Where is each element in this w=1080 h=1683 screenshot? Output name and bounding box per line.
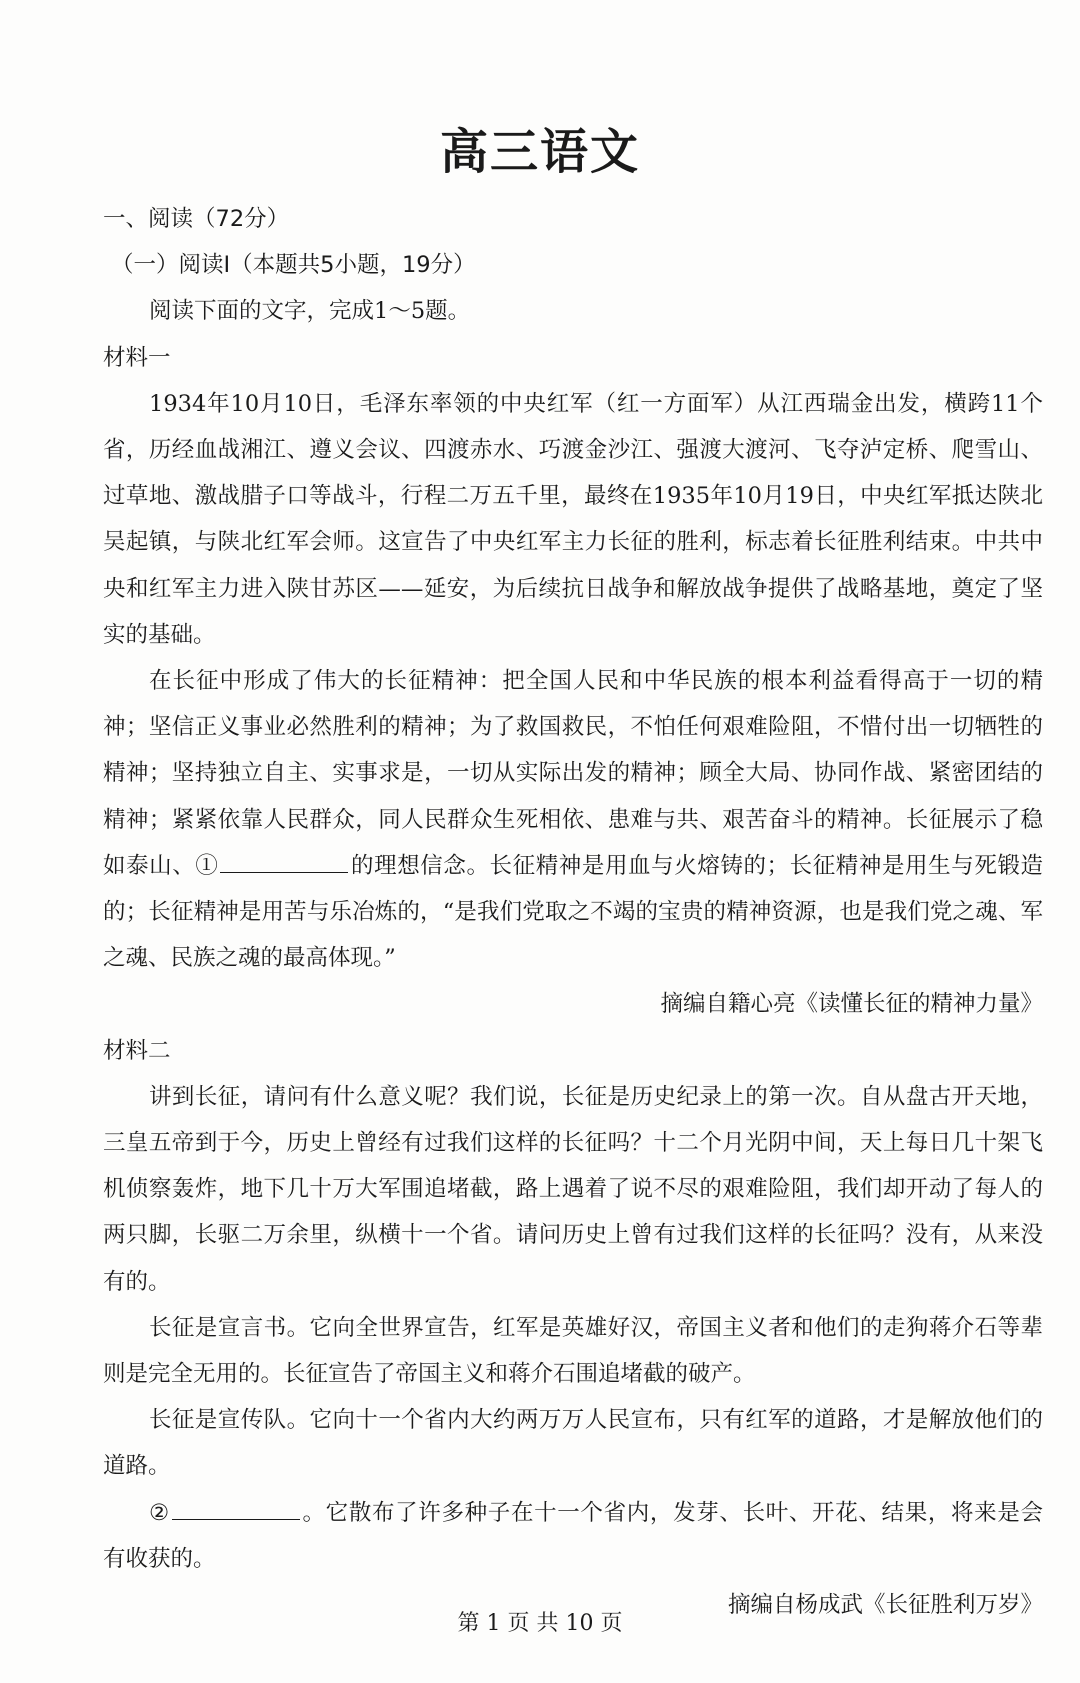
material2-paragraph-4 bbox=[103, 1490, 1043, 1582]
subsection-heading: （一）阅读I（本题共5小题，19分） bbox=[111, 252, 476, 279]
fill-blank-2 bbox=[172, 1495, 300, 1520]
material2-paragraph-1: 讲到长征，请问有什么意义呢？我们说，长征是历史纪录上的第一次。自从盘古开天地，三皇五帝到于今，历史上曾经有过我们这样的长征吗？十二个月光阴中间，天上每日几十架飞机侦察轰炸，地下几十万大军围追堵截，路上遇着了说不尽的艰难险阻，我们却开动了每人的两只脚，长驱二万余里，纵横十一个省。请问历史上曾有过我们这样的长征吗？没有，从来没有的。 bbox=[103, 1083, 1043, 1295]
section-heading: 一、阅读（72分） bbox=[103, 206, 290, 232]
material1-paragraph-2-part-a: 在长征中形成了伟大的长征精神：把全国人民和中华民族的根本利益看得高于一切的精神；坚信正义事业必然胜利的精神；为了救国救民，不怕任何艰难险阻，不惜付出一切牺牲的精神；坚持独立自主、实事求是，一切从实际出发的精神；顾全大局、协同作战、紧密团结的精神；紧紧依靠人民群众，同人民群众生死相依、患难与共、艰苦奋斗的精神。长征展示了稳如泰山、① bbox=[103, 668, 1043, 879]
material2-label: 材料二 bbox=[103, 1037, 171, 1064]
material2-paragraph-3: 长征是宣传队。它向十一个省内大约两万万人民宣布，只有红军的道路，才是解放他们的道路。 bbox=[103, 1407, 1043, 1480]
material1-paragraph-2 bbox=[103, 658, 1043, 981]
material1-label: 材料一 bbox=[103, 344, 171, 371]
fill-blank-1 bbox=[220, 848, 348, 873]
material2-source: 摘编自杨成武《长征胜利万岁》 bbox=[727, 1592, 1043, 1619]
page-footer: 第 1 页 共 10 页 bbox=[457, 1611, 623, 1636]
material2-paragraph-4-part-a: ② bbox=[149, 1499, 170, 1526]
material1-paragraph-2-part-b: 的理想信念。长征精神是用血与火熔铸的；长征精神是用生与死锻造的；长征精神是用苦与乐冶炼的，“是我们党取之不竭的宝贵的精神资源，也是我们党之魂、军之魂、民族之魂的最高体现。” bbox=[103, 852, 1043, 972]
instruction: 阅读下面的文字，完成1～5题。 bbox=[149, 298, 471, 325]
material1-paragraph-1: 1934年10月10日，毛泽东率领的中央红军（红一方面军）从江西瑞金出发，横跨11个省，历经血战湘江、遵义会议、四渡赤水、巧渡金沙江、强渡大渡河、飞夺泸定桥、爬雪山、过草地、激战腊子口等战斗，行程二万五千里，最终在1935年10月19日，中央红军抵达陕北吴起镇，与陕北红军会师。这宣告了中央红军主力长征的胜利，标志着长征胜利结束。中共中央和红军主力进入陕甘苏区——延安，为后续抗日战争和解放战争提供了战略基地，奠定了坚实的基础。 bbox=[103, 390, 1043, 648]
material2-paragraph-4-part-b: 。它散布了许多种子在十一个省内，发芽、长叶、开花、结果，将来是会有收获的。 bbox=[103, 1499, 1043, 1572]
exam-content bbox=[103, 196, 1043, 1628]
page-title: 高三语文 bbox=[439, 124, 640, 180]
material2-paragraph-2: 长征是宣言书。它向全世界宣告，红军是英雄好汉，帝国主义者和他们的走狗蒋介石等辈则是完全无用的。长征宣告了帝国主义和蒋介石围追堵截的破产。 bbox=[103, 1314, 1043, 1388]
material1-source: 摘编自籍心亮《读懂长征的精神力量》 bbox=[660, 991, 1043, 1018]
